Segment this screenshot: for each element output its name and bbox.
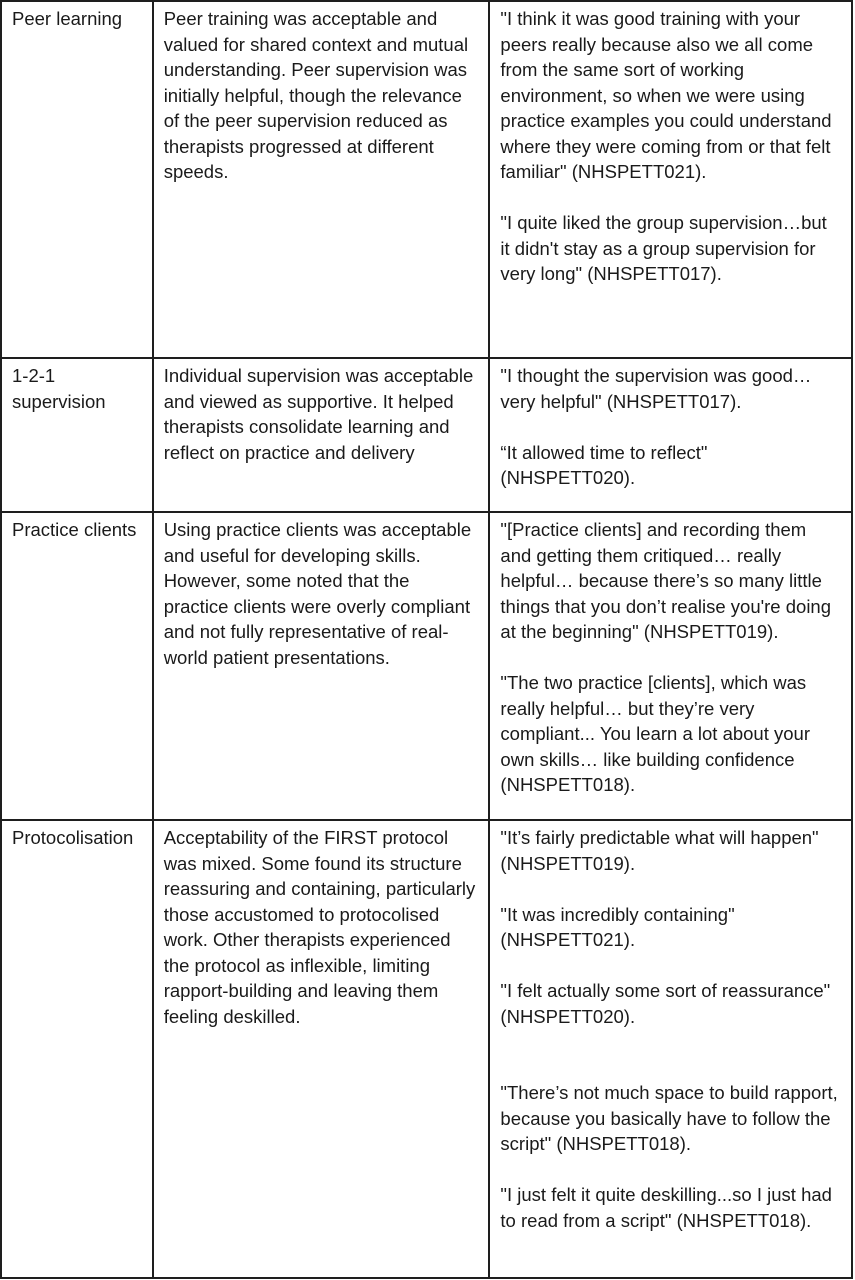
summary-cell: Peer training was acceptable and valued for shared context and mutual understanding. Peer supervision was initially helpful, though the relevance of the peer supervision reduced as therapists progressed at different speeds. xyxy=(153,1,490,358)
quote: "I felt actually some sort of reassurance" (NHSPETT020). xyxy=(500,980,831,1027)
summary-cell: Individual supervision was acceptable and viewed as supportive. It helped therapists consolidate learning and reflect on practice and delivery xyxy=(153,358,490,512)
table-row xyxy=(1,512,852,820)
quote: "The two practice [clients], which was really helpful… but they’re very compliant... You learn a lot about your own skills… like building confidence (NHSPETT018). xyxy=(500,672,810,795)
quotes-cell xyxy=(489,1,852,358)
theme-cell: Peer learning xyxy=(1,1,153,358)
quote: "I thought the supervision was good… very helpful" (NHSPETT017). xyxy=(500,365,812,412)
quotes-cell xyxy=(489,820,852,1278)
table-row xyxy=(1,1,852,358)
quote: "I think it was good training with your peers really because also we all come from the same sort of working environment, so when we were using practice examples you could understand where they were coming from or that felt familiar" (NHSPETT021). xyxy=(500,8,832,182)
quote: "[Practice clients] and recording them and getting them critiqued… really helpful… because there’s so many little things that you don’t realise you're doing at the beginning" (NHSPETT019). xyxy=(500,519,832,642)
quotes-cell xyxy=(489,512,852,820)
quote: “It allowed time to reflect" (NHSPETT020). xyxy=(500,441,708,488)
theme-cell: Practice clients xyxy=(1,512,153,820)
quote: "It was incredibly containing" (NHSPETT021). xyxy=(500,903,735,950)
quote: "I quite liked the group supervision…but it didn't stay as a group supervision for very long" (NHSPETT017). xyxy=(500,212,827,284)
table-row xyxy=(1,820,852,1278)
quote: "It’s fairly predictable what will happen" (NHSPETT019). xyxy=(500,827,819,874)
quotes-cell xyxy=(489,358,852,512)
summary-cell: Acceptability of the FIRST protocol was mixed. Some found its structure reassuring and containing, particularly those accustomed to protocolised work. Other therapists experienced the protocol as inflexible, limiting rapport-building and leaving them feeling deskilled. xyxy=(153,820,490,1278)
summary-cell: Using practice clients was acceptable and useful for developing skills. However, some noted that the practice clients were overly compliant and not fully representative of real-world patient presentations. xyxy=(153,512,490,820)
quote: "I just felt it quite deskilling...so I just had to read from a script" (NHSPETT018). xyxy=(500,1184,832,1231)
theme-cell: 1-2-1 supervision xyxy=(1,358,153,512)
table-row xyxy=(1,358,852,512)
quote: "There’s not much space to build rapport, because you basically have to follow the script" (NHSPETT018). xyxy=(500,1082,838,1154)
theme-cell: Protocolisation xyxy=(1,820,153,1278)
